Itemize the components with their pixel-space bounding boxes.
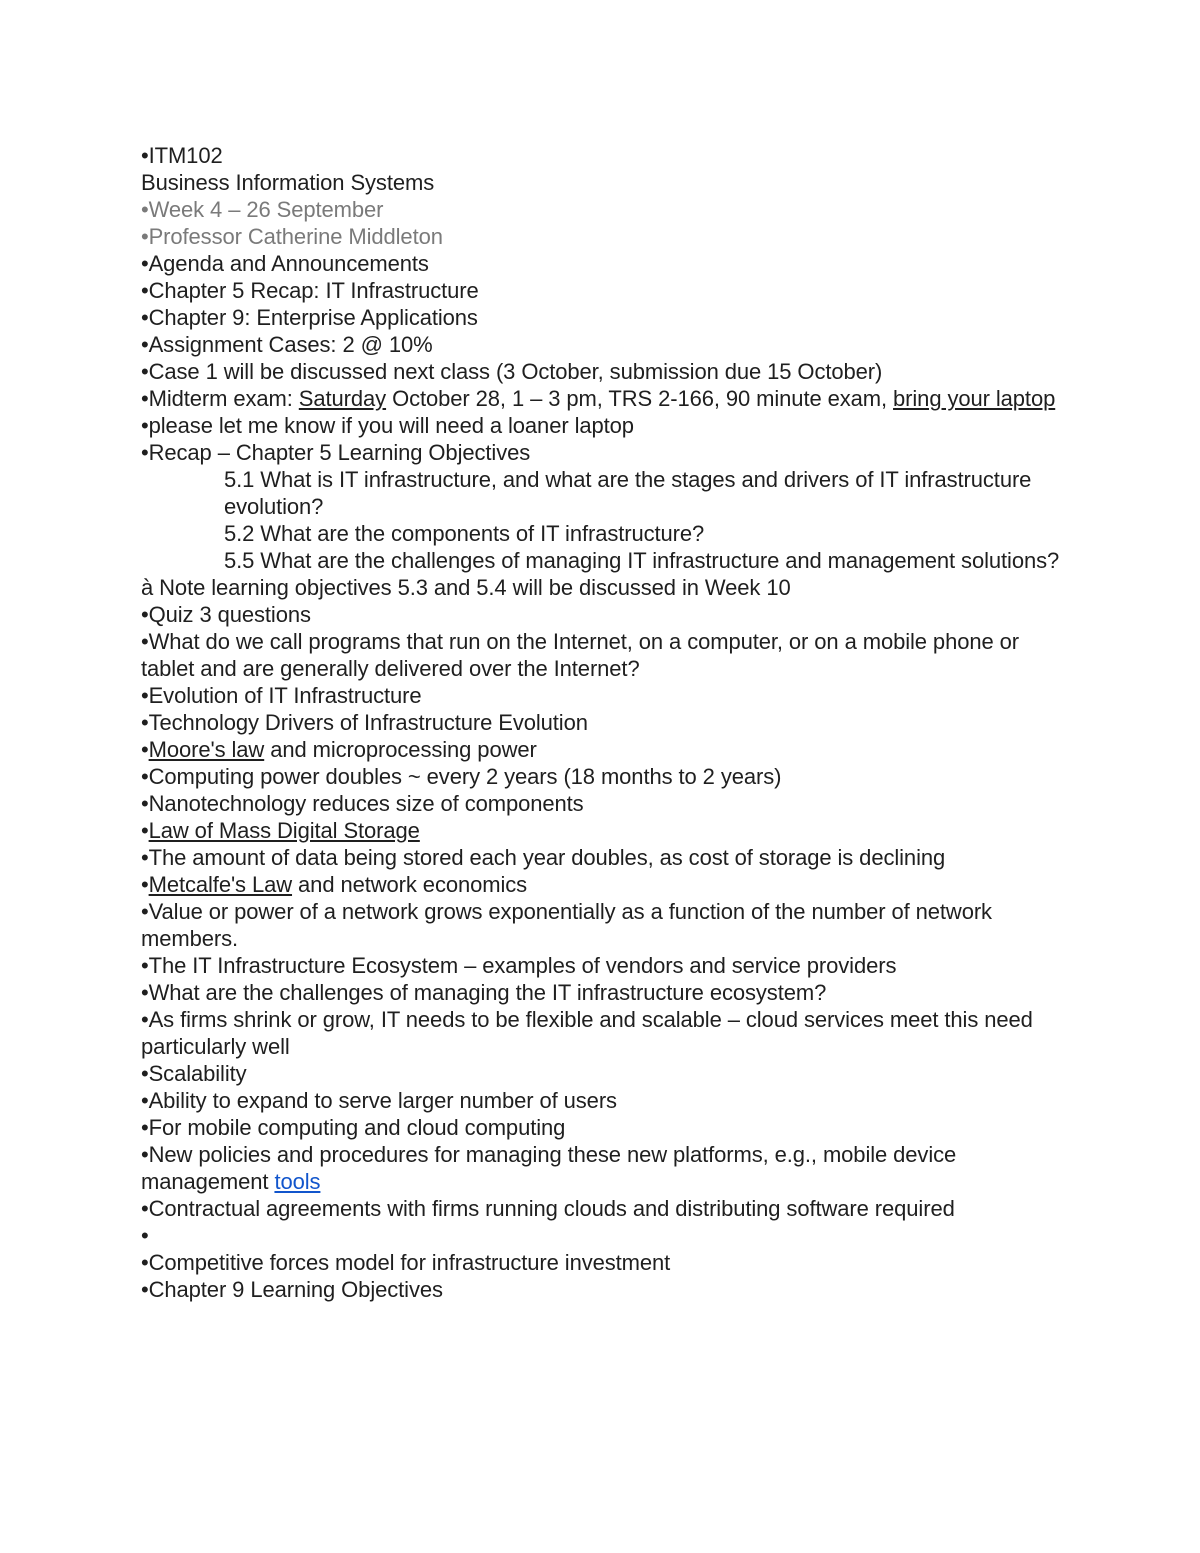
quiz-question-line: •What do we call programs that run on the Internet, on a computer, or on a mobile phone or tablet and are generally delivered over the Internet? bbox=[141, 629, 1019, 681]
technology-drivers-line: •Technology Drivers of Infrastructure Evolution bbox=[141, 710, 588, 735]
metcalfe-rest: and network economics bbox=[292, 872, 528, 897]
note-line: à Note learning objectives 5.3 and 5.4 will be discussed in Week 10 bbox=[141, 575, 791, 600]
midterm-line bbox=[141, 385, 1076, 412]
moore-bullet: • bbox=[141, 737, 149, 762]
metcalfe-bullet: • bbox=[141, 872, 149, 897]
empty-bullet-line: • bbox=[141, 1223, 149, 1248]
nanotech-line: •Nanotechnology reduces size of components bbox=[141, 791, 584, 816]
tools-link[interactable]: tools bbox=[274, 1169, 321, 1194]
storage-bullet: • bbox=[141, 818, 149, 843]
loaner-laptop-line: •please let me know if you will need a loaner laptop bbox=[141, 413, 634, 438]
policies-text: •New policies and procedures for managing these new platforms, e.g., mobile device management bbox=[141, 1142, 957, 1194]
metcalfe-term: Metcalfe's Law bbox=[148, 872, 293, 897]
objective-5-5: 5.5 What are the challenges of managing IT infrastructure and management solutions? bbox=[224, 548, 1060, 573]
ecosystem-line: •The IT Infrastructure Ecosystem – examples of vendors and service providers bbox=[141, 953, 897, 978]
storage-term: Law of Mass Digital Storage bbox=[148, 818, 420, 843]
evolution-line: •Evolution of IT Infrastructure bbox=[141, 683, 422, 708]
document-body bbox=[141, 142, 1076, 1303]
moore-rest: and microprocessing power bbox=[264, 737, 537, 762]
quiz-line: •Quiz 3 questions bbox=[141, 602, 311, 627]
firms-scale-line: •As firms shrink or grow, IT needs to be flexible and scalable – cloud services meet this need particularly well bbox=[141, 1007, 1033, 1059]
chapter9-line: •Chapter 9: Enterprise Applications bbox=[141, 305, 478, 330]
case1-line: •Case 1 will be discussed next class (3 October, submission due 15 October) bbox=[141, 359, 883, 384]
midterm-details: October 28, 1 – 3 pm, TRS 2-166, 90 minute exam, bbox=[386, 386, 894, 411]
data-stored-line: •The amount of data being stored each year doubles, as cost of storage is declining bbox=[141, 845, 946, 870]
expand-users-line: •Ability to expand to serve larger number of users bbox=[141, 1088, 617, 1113]
scalability-line: •Scalability bbox=[141, 1061, 247, 1086]
network-value-line: •Value or power of a network grows exponentially as a function of the number of network members. bbox=[141, 899, 992, 951]
week-line: •Week 4 – 26 September bbox=[141, 197, 384, 222]
storage-line bbox=[141, 817, 1076, 844]
chapter9-objectives-line: •Chapter 9 Learning Objectives bbox=[141, 1277, 443, 1302]
midterm-prefix: •Midterm exam: bbox=[141, 386, 299, 411]
moore-line bbox=[141, 736, 1076, 763]
metcalfe-line bbox=[141, 871, 1076, 898]
assignment-cases-line: •Assignment Cases: 2 @ 10% bbox=[141, 332, 433, 357]
computing-power-line: •Computing power doubles ~ every 2 years (18 months to 2 years) bbox=[141, 764, 782, 789]
objective-5-2: 5.2 What are the components of IT infrastructure? bbox=[224, 521, 705, 546]
chapter5-recap-line: •Chapter 5 Recap: IT Infrastructure bbox=[141, 278, 479, 303]
objective-5-1: 5.1 What is IT infrastructure, and what are the stages and drivers of IT infrastructure evolution? bbox=[224, 467, 1032, 519]
contractual-line: •Contractual agreements with firms running clouds and distributing software required bbox=[141, 1196, 955, 1221]
agenda-line: •Agenda and Announcements bbox=[141, 251, 429, 276]
course-title: Business Information Systems bbox=[141, 170, 435, 195]
policies-line bbox=[141, 1141, 1076, 1195]
midterm-saturday: Saturday bbox=[298, 386, 387, 411]
course-code: •ITM102 bbox=[141, 143, 223, 168]
recap-objectives-line: •Recap – Chapter 5 Learning Objectives bbox=[141, 440, 531, 465]
competitive-forces-line: •Competitive forces model for infrastructure investment bbox=[141, 1250, 671, 1275]
moore-term: Moore's law bbox=[148, 737, 265, 762]
professor-line: •Professor Catherine Middleton bbox=[141, 224, 443, 249]
mobile-cloud-line: •For mobile computing and cloud computing bbox=[141, 1115, 566, 1140]
ecosystem-challenges-line: •What are the challenges of managing the IT infrastructure ecosystem? bbox=[141, 980, 827, 1005]
midterm-bring-laptop: bring your laptop bbox=[893, 386, 1056, 411]
